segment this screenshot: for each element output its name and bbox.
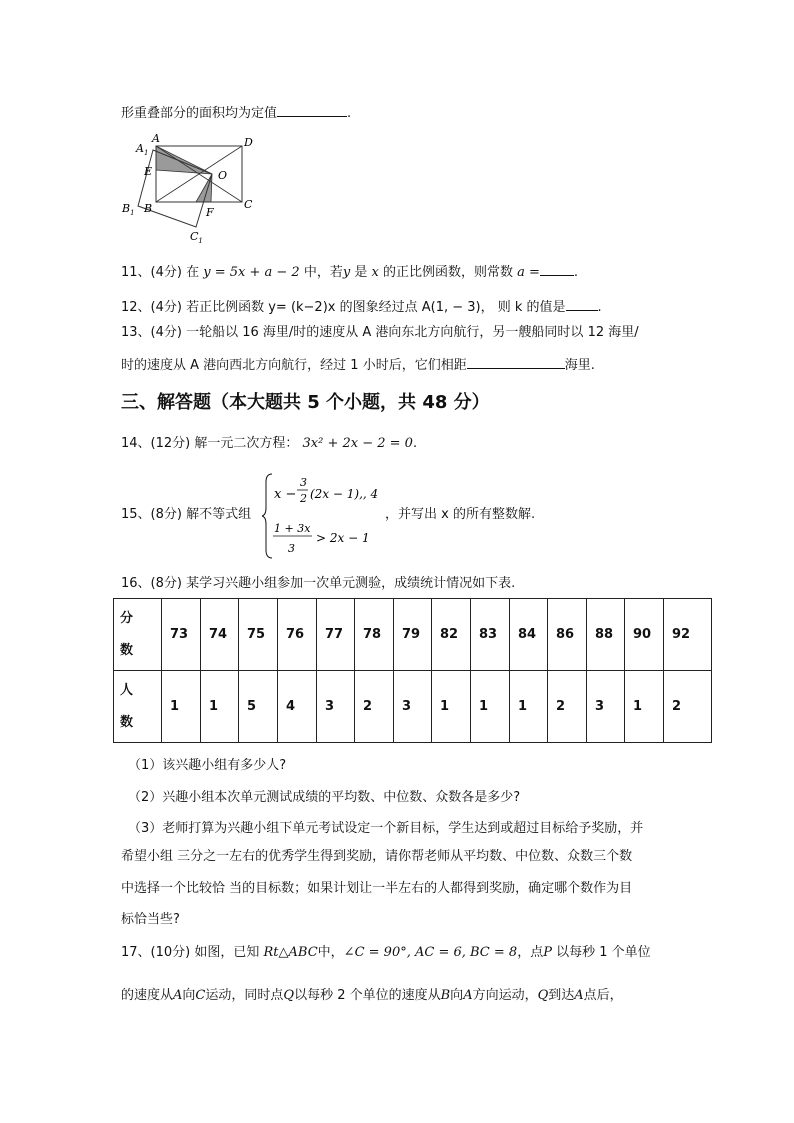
label-D: D — [244, 136, 253, 149]
table-cell: 73 — [162, 599, 201, 671]
table-cell: 2 — [548, 671, 587, 743]
table-cell: 83 — [471, 599, 510, 671]
table-cell: 77 — [317, 599, 355, 671]
table-cell: 5 — [239, 671, 278, 743]
q17-l2-C: C — [195, 988, 206, 1003]
table-cell: 2 — [355, 671, 394, 743]
q15-ineq2-post: > 2x − 1 — [316, 531, 370, 545]
table-cell: 1 — [201, 671, 239, 743]
q16-sub2: （2）兴趣小组本次单元测试成绩的平均数、中位数、众数各是多少? — [128, 790, 521, 805]
q17-l2-text-d: 以每秒 2 个单位的速度从 — [294, 988, 441, 1003]
q17-l2-A3: A — [574, 988, 584, 1003]
q11-var-x: x — [371, 265, 379, 280]
table-header-count: 人 数 — [114, 671, 162, 743]
label-C: C — [244, 198, 253, 211]
q16-sub3-line4: 标恰当些? — [121, 912, 180, 927]
q10-answer-blank[interactable] — [277, 104, 347, 117]
q17-line1 — [121, 944, 651, 962]
section-heading: 三、解答题（本大题共 5 个小题，共 48 分） — [121, 392, 490, 413]
q15-ineq1-pre: x − — [274, 487, 297, 502]
table-row-counts — [114, 671, 712, 743]
q16-sub3-line3: 中选择一个比较恰 当的目标数；如果计划让一半左右的人都得到奖励，确定哪个数作为目 — [121, 881, 633, 896]
q11-line — [121, 263, 578, 282]
label-C1: $C_1$ — [190, 230, 203, 245]
table-header-score: 分 数 — [114, 599, 162, 671]
q17-l2-text-c: 运动，同时点 — [205, 988, 284, 1003]
q17-text-b: 中， — [317, 945, 344, 960]
table-cell: 92 — [664, 599, 712, 671]
q17-text-a: 17、(10分) 如图，已知 — [121, 945, 260, 960]
q16-intro: 16、(8分) 某学习兴趣小组参加一次单元测验，成绩统计情况如下表. — [121, 576, 516, 591]
q14-text: 14、(12分) 解一元二次方程： — [121, 436, 299, 451]
table-cell: 4 — [278, 671, 317, 743]
q12-answer-blank[interactable] — [566, 298, 598, 311]
q16-sub1: （1）该兴趣小组有多少人? — [128, 758, 287, 773]
q11-text-tail: 的正比例函数，则常数 — [382, 265, 513, 280]
q12-period: . — [597, 300, 602, 315]
table-cell: 88 — [587, 599, 625, 671]
q15-ineq2-num: 1 + 3x — [274, 522, 311, 535]
q11-text-mid: 中，若 — [303, 265, 343, 280]
table-cell: 3 — [587, 671, 625, 743]
q16-sub3-line1: （3）老师打算为兴趣小组下单元考试设定一个新目标，学生达到或超过目标给予奖励，并 — [128, 821, 644, 836]
table-cell: 74 — [201, 599, 239, 671]
q17-l2-Q: Q — [283, 988, 295, 1003]
q17-l2-A2: A — [463, 988, 473, 1003]
q11-answer-blank[interactable] — [540, 263, 574, 276]
q17-line2 — [121, 987, 623, 1005]
label-E: E — [144, 165, 153, 178]
q15-brace — [262, 474, 272, 558]
q10-text: 形重叠部分的面积均为定值 — [121, 106, 278, 121]
label-B: B — [144, 202, 153, 215]
table-cell: 82 — [432, 599, 471, 671]
table-row-scores — [114, 599, 712, 671]
q17-point-p: P — [543, 945, 552, 960]
q12-text: 12、(4分) 若正比例函数 y= (k−2)x 的图象经过点 A(1, − 3)， 则 k 的值是 — [121, 300, 566, 315]
q10-period: . — [347, 106, 352, 121]
q17-l2-A: A — [173, 988, 183, 1003]
q10-line — [121, 104, 351, 123]
q13-line2 — [121, 356, 595, 375]
table-cell: 90 — [625, 599, 664, 671]
q17-l2-text-f: 方向运动， — [472, 988, 538, 1003]
label-F: F — [206, 206, 214, 219]
q13-text: 时的速度从 A 港向西北方向航行，经过 1 小时后，它们相距 — [121, 358, 467, 373]
shaded-triangle-bottom — [196, 174, 212, 202]
q17-l2-B: B — [440, 988, 451, 1003]
q17-text-d: 以每秒 1 个单位 — [556, 945, 651, 960]
q17-l2-text-e: 向 — [450, 988, 464, 1003]
q11-var-a: a = — [517, 265, 540, 280]
q13-line1: 13、(4分) 一轮船以 16 海里/时的速度从 A 港向东北方向航行，另一艘船同时以 12 海里/ — [121, 325, 639, 340]
shaded-triangle-top — [156, 146, 212, 174]
table-cell: 79 — [394, 599, 432, 671]
q15-label: 15、(8分) 解不等式组 — [121, 507, 252, 522]
table-cell: 84 — [510, 599, 548, 671]
q15-ineq2-den: 3 — [288, 542, 295, 555]
q11-period: . — [573, 265, 579, 280]
q17-triangle: Rt△ABC — [263, 945, 318, 960]
table-cell: 1 — [162, 671, 201, 743]
q11-text-is: 是 — [354, 265, 368, 280]
q15-system — [262, 470, 382, 562]
table-cell: 86 — [548, 599, 587, 671]
q15-ineq1-post: (2x − 1),, 4 — [310, 487, 379, 501]
q14-equation: 3x² + 2x − 2 = 0 — [302, 436, 413, 451]
q15-tail: ，并写出 x 的所有整数解. — [385, 507, 536, 522]
q11-equation: y = 5x + a − 2 — [203, 265, 300, 280]
q17-conditions: ∠C = 90°, AC = 6, BC = 8 — [343, 945, 518, 960]
q17-text-c: ，点 — [517, 945, 544, 960]
q14-line — [121, 435, 417, 453]
score-table — [113, 598, 712, 743]
table-cell: 1 — [510, 671, 548, 743]
label-A1: $A_1$ — [136, 142, 149, 157]
q11-var-y: y — [342, 265, 351, 280]
q17-l2-Q2: Q — [537, 988, 549, 1003]
q17-l2-text-g: 到达 — [548, 988, 575, 1003]
label-B1: $B_1$ — [122, 202, 135, 217]
q12-line — [121, 298, 602, 317]
table-cell: 78 — [355, 599, 394, 671]
table-cell: 1 — [471, 671, 510, 743]
table-cell: 3 — [394, 671, 432, 743]
q13-unit: 海里. — [564, 358, 595, 373]
table-cell: 75 — [239, 599, 278, 671]
table-cell: 1 — [625, 671, 664, 743]
q15-ineq1-den: 2 — [300, 492, 307, 505]
geometry-figure — [118, 130, 268, 245]
label-O: O — [218, 169, 228, 182]
q17-l2-text-a: 的速度从 — [121, 988, 174, 1003]
q17-l2-text-b: 向 — [182, 988, 196, 1003]
label-A: A — [152, 132, 160, 145]
q16-sub3-line2: 希望小组 三分之一左右的优秀学生得到奖励，请你帮老师从平均数、中位数、众数三个数 — [121, 849, 633, 864]
q15-ineq1-num: 3 — [300, 476, 307, 489]
table-cell: 2 — [664, 671, 712, 743]
q11-number: 11、(4分) 在 — [121, 265, 200, 280]
q17-l2-text-h: 点后， — [583, 988, 623, 1003]
q14-period: . — [412, 436, 418, 451]
table-cell: 3 — [317, 671, 355, 743]
table-cell: 1 — [432, 671, 471, 743]
table-cell: 76 — [278, 599, 317, 671]
q13-answer-blank[interactable] — [467, 356, 565, 369]
